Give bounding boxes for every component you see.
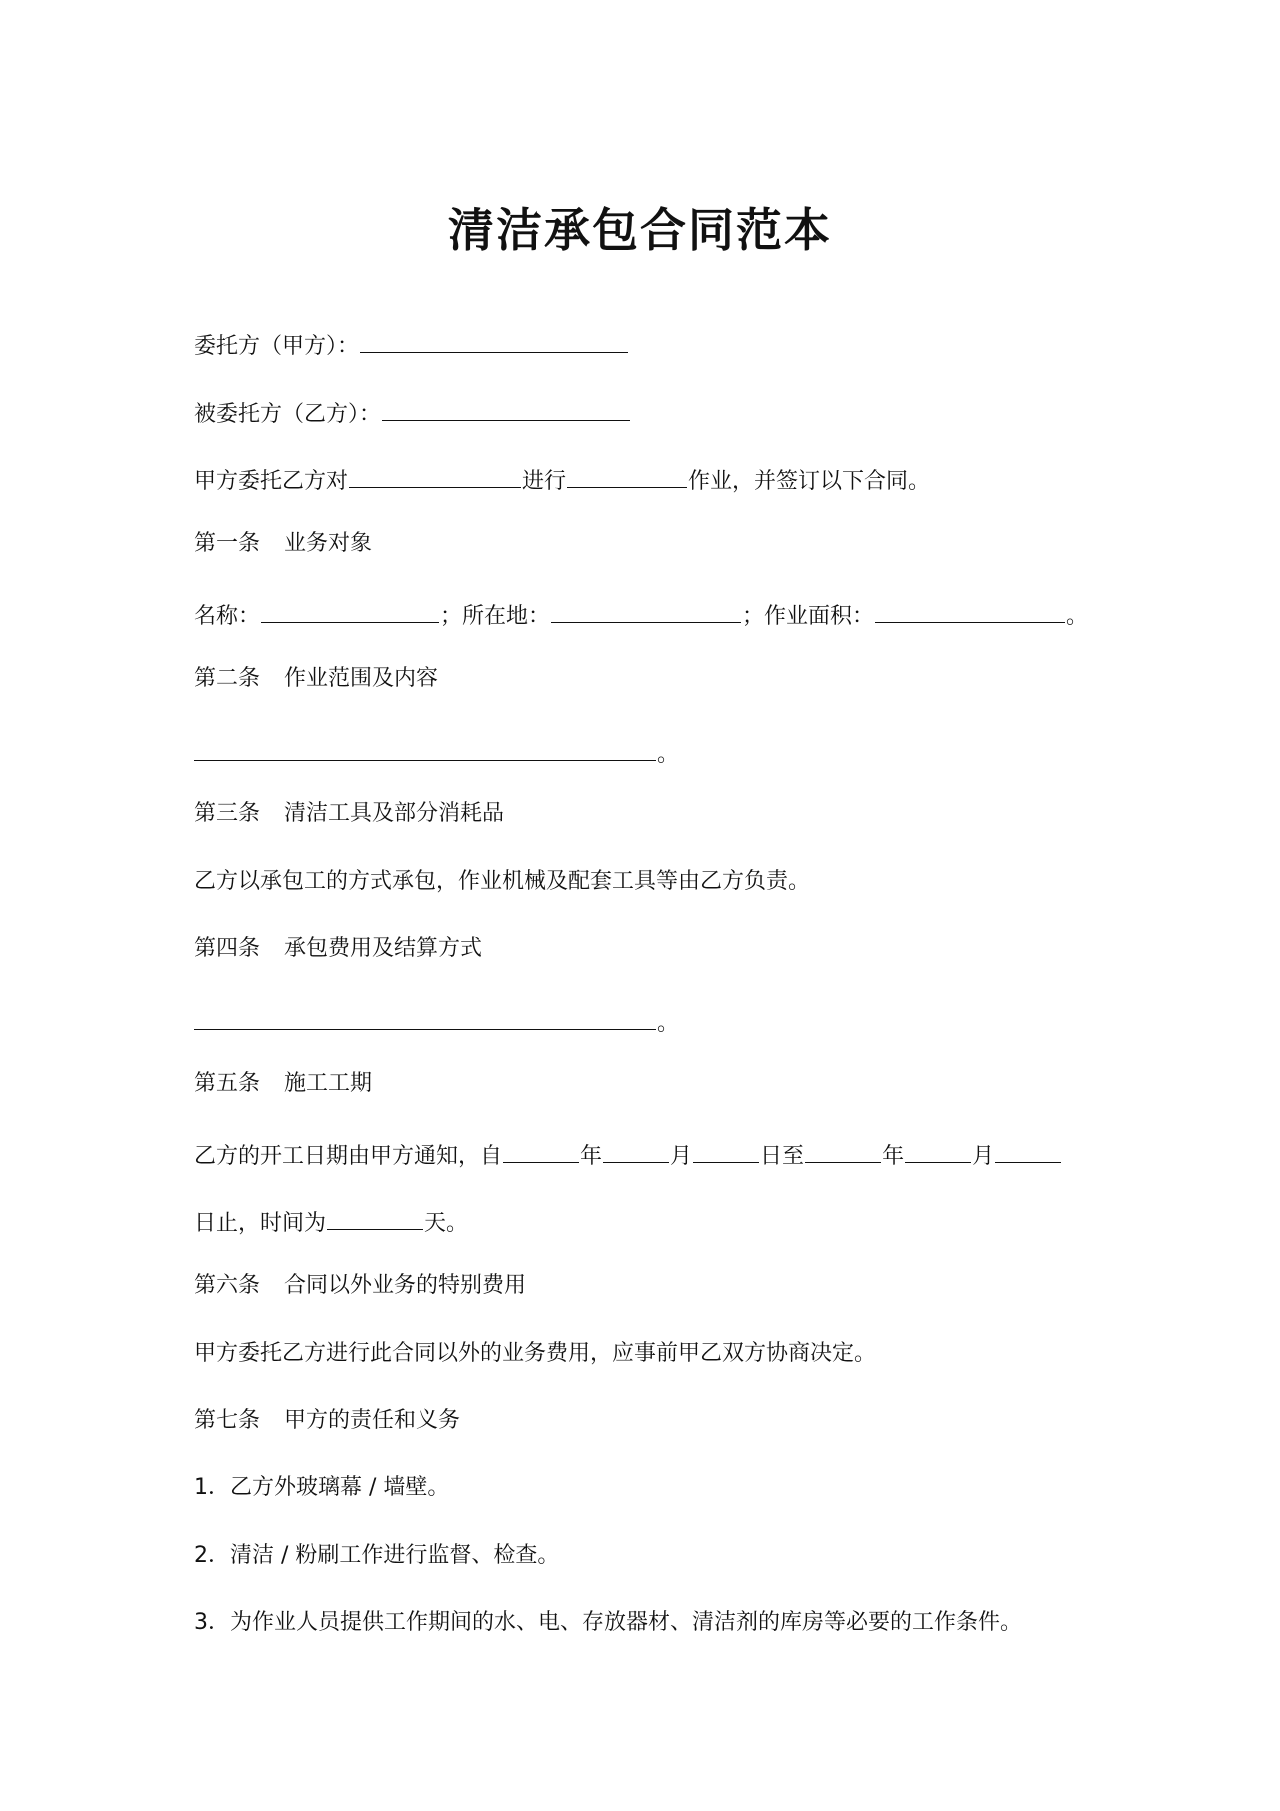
document-title: 清洁承包合同范本 — [448, 203, 832, 257]
location-blank[interactable] — [551, 596, 741, 623]
end-month-blank[interactable] — [905, 1136, 971, 1163]
period: 。 — [657, 742, 680, 767]
article-number: 第四条 — [194, 936, 261, 961]
name-blank[interactable] — [261, 596, 439, 623]
day-to-label: 日至 — [760, 1144, 805, 1169]
start-year-blank[interactable] — [503, 1136, 579, 1163]
article-number: 第七条 — [194, 1408, 261, 1433]
article-5-heading — [194, 1068, 372, 1100]
intro-work-blank[interactable] — [567, 461, 687, 488]
article-number: 第六条 — [194, 1273, 261, 1298]
start-month-blank[interactable] — [603, 1136, 669, 1163]
article-5-duration — [194, 1203, 468, 1235]
month-label: 月 — [972, 1144, 995, 1169]
intro-text-2: 进行 — [522, 469, 567, 494]
article-5-dates — [194, 1136, 1062, 1168]
article-title: 甲方的责任和义务 — [284, 1408, 461, 1433]
period: 。 — [657, 1011, 680, 1036]
intro-line — [194, 461, 930, 493]
article-6-text: 甲方委托乙方进行此合同以外的业务费用，应事前甲乙双方协商决定。 — [194, 1341, 877, 1366]
article-7-item-2: 2．清洁 / 粉刷工作进行监督、检查。 — [194, 1543, 560, 1568]
article-title: 业务对象 — [284, 531, 373, 556]
article-3-heading — [194, 798, 504, 830]
article-6-heading — [194, 1270, 526, 1302]
intro-object-blank[interactable] — [349, 461, 521, 488]
party-a-line — [194, 326, 629, 358]
article-title: 承包费用及结算方式 — [284, 936, 483, 961]
start-day-blank[interactable] — [693, 1136, 759, 1163]
article-title: 施工工期 — [284, 1071, 373, 1096]
duration-blank[interactable] — [327, 1203, 423, 1230]
year-label: 年 — [882, 1144, 905, 1169]
name-label: 名称： — [194, 604, 261, 629]
area-label: ；作业面积： — [742, 604, 875, 629]
article-7-item-3: 3．为作业人员提供工作期间的水、电、存放器材、清洁剂的库房等必要的工作条件。 — [194, 1610, 1022, 1635]
party-b-line — [194, 394, 631, 426]
party-b-label: 被委托方（乙方）： — [194, 402, 382, 427]
party-a-label: 委托方（甲方）： — [194, 334, 360, 359]
duration-end: 天。 — [424, 1211, 469, 1236]
fee-blank[interactable] — [194, 1003, 656, 1030]
article-1-heading — [194, 528, 372, 560]
article-4-content — [194, 1003, 679, 1035]
party-b-blank[interactable] — [382, 394, 630, 421]
article-7-item-1: 1．乙方外玻璃幕 / 墙壁。 — [194, 1475, 450, 1500]
article-number: 第二条 — [194, 666, 261, 691]
article-2-heading — [194, 663, 438, 695]
article-number: 第一条 — [194, 531, 261, 556]
article-number: 第三条 — [194, 801, 261, 826]
article-number: 第五条 — [194, 1071, 261, 1096]
duration-text: 日止，时间为 — [194, 1211, 327, 1236]
year-label: 年 — [580, 1144, 603, 1169]
location-label: ；所在地： — [440, 604, 551, 629]
scope-blank[interactable] — [194, 734, 656, 761]
end-day-blank[interactable] — [995, 1136, 1061, 1163]
article-2-content — [194, 734, 679, 766]
article-title: 合同以外业务的特别费用 — [284, 1273, 527, 1298]
area-blank[interactable] — [875, 596, 1065, 623]
article-3-text: 乙方以承包工的方式承包，作业机械及配套工具等由乙方负责。 — [194, 869, 811, 894]
article-title: 作业范围及内容 — [284, 666, 439, 691]
end-year-blank[interactable] — [805, 1136, 881, 1163]
start-date-text: 乙方的开工日期由甲方通知，自 — [194, 1144, 503, 1169]
month-label: 月 — [670, 1144, 693, 1169]
intro-text-1: 甲方委托乙方对 — [194, 469, 349, 494]
intro-text-3: 作业，并签订以下合同。 — [688, 469, 931, 494]
article-4-heading — [194, 933, 482, 965]
article-title: 清洁工具及部分消耗品 — [284, 801, 505, 826]
article-7-heading — [194, 1405, 460, 1437]
party-a-blank[interactable] — [360, 326, 628, 353]
period: 。 — [1066, 604, 1089, 629]
article-1-fields — [194, 596, 1088, 628]
